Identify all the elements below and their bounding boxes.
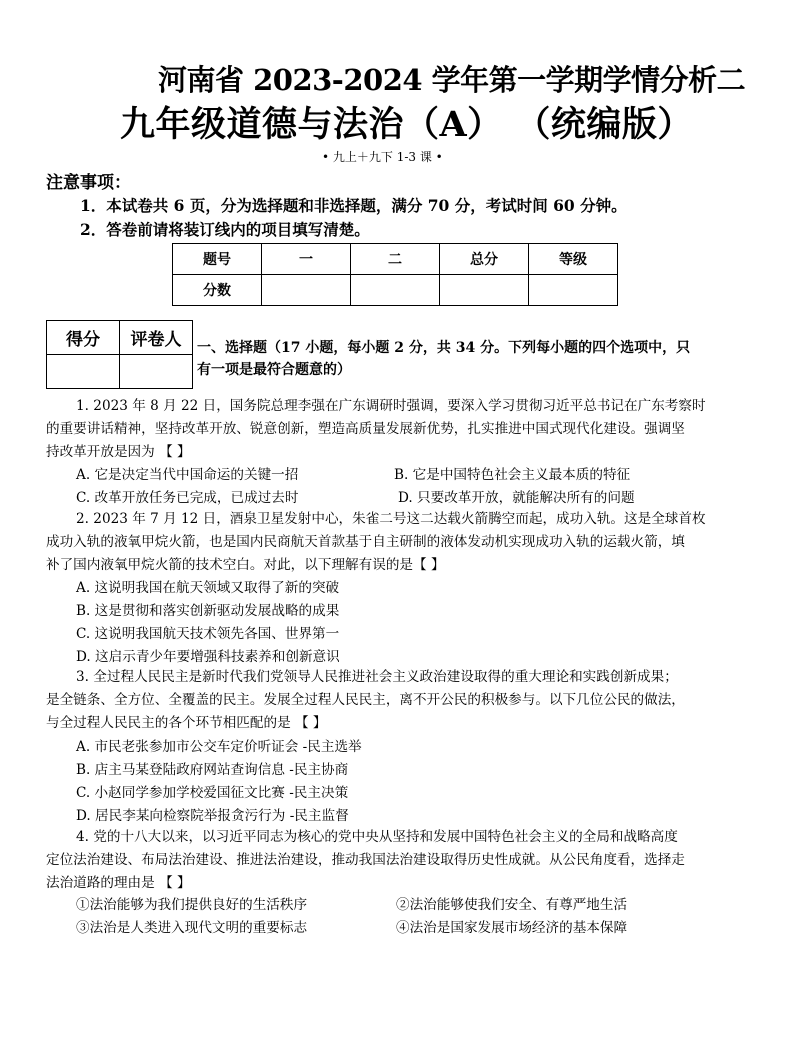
score-header-cell: 总分 [440,244,529,275]
question-2-option-a[interactable]: A. 这说明我国在航天领域又取得了新的突破 [76,580,340,596]
question-4-statement-4: ④法治是国家发展市场经济的基本保障 [396,920,628,936]
question-1-line-2: 的重要讲话精神，坚持改革开放、锐意创新，塑造高质量发展新优势，扎实推进中国式现代化建设。强调坚 [46,421,685,437]
score-cell[interactable] [440,275,529,306]
score-row-label: 分数 [173,275,262,306]
question-1-option-b[interactable]: B. 它是中国特色社会主义最本质的特征 [394,467,631,483]
question-3-line-1: 3. 全过程人民民主是新时代我们党领导人民推进社会主义政治建设取得的重大理论和实践创新成果； [76,669,678,685]
question-2-option-b[interactable]: B. 这是贯彻和落实创新驱动发展战略的成果 [76,603,340,619]
question-2-line-1: 2. 2023 年 7 月 12 日，酒泉卫星发射中心，朱雀二号这二达载火箭腾空而起，成功入轨。这是全球首枚 [76,511,706,527]
question-4-statement-3: ③法治是人类进入现代文明的重要标志 [76,920,308,936]
score-header-cell: 一 [262,244,351,275]
question-3-line-3: 与全过程人民民主的各个环节相匹配的是 【 】 [46,715,327,731]
question-4-line-1: 4. 党的十八大以来，以习近平同志为核心的党中央从坚持和发展中国特色社会主义的全局和战略高度 [76,829,678,845]
section-heading: 一、选择题（17 小题，每小题 2 分，共 34 分。下列每小题的四个选项中，只 [197,340,691,356]
score-header-cell: 题号 [173,244,262,275]
question-1-line-3: 持改革开放是因为 【 】 [46,444,191,460]
question-3-option-b[interactable]: B. 店主马某登陆政府网站查询信息 -民主协商 [76,762,349,778]
question-3-option-d[interactable]: D. 居民李某向检察院举报贪污行为 -民主监督 [76,808,349,824]
score-header-cell: 等级 [529,244,618,275]
score-table-value-row [173,275,618,306]
question-3-option-c[interactable]: C. 小赵同学参加学校爱国征文比赛 -民主决策 [76,785,349,801]
notice-item-1: 1．本试卷共 6 页，分为选择题和非选择题，满分 70 分，考试时间 60 分钟。 [80,196,627,215]
score-table [172,243,618,306]
question-2-option-d[interactable]: D. 这启示青少年要增强科技素养和创新意识 [76,649,340,665]
question-3-option-a[interactable]: A. 市民老张参加市公交车定价听证会 -民主选举 [76,739,362,755]
score-table-header-row [173,244,618,275]
question-2-option-c[interactable]: C. 这说明我国航天技术领先各国、世界第一 [76,626,340,642]
grader-value-row [47,355,193,389]
grader-header-row [47,321,193,355]
question-4-line-2: 定位法治建设、布局法治建设、推进法治建设，推动我国法治建设取得历史性成就。从公民角度看，选择走 [46,852,685,868]
question-1-line-1: 1. 2023 年 8 月 22 日，国务院总理李强在广东调研时强调，要深入学习贯彻习近平总书记在广东考察时 [76,398,706,414]
exam-title-line1: 河南省 2023-2024 学年第一学期学情分析二 [158,63,746,97]
question-4-line-3: 法治道路的理由是 【 】 [46,875,191,891]
exam-title-line2: 九年级道德与法治（A） （统编版） [120,104,693,145]
question-3-line-2: 是全链条、全方位、全覆盖的民主。发展全过程人民民主，离不开公民的积极参与。以下几位公民的做法， [46,692,685,708]
question-2-line-3: 补了国内液氧甲烷火箭的技术空白。对此，以下理解有误的是【 】 [46,557,445,573]
question-1-option-c[interactable]: C. 改革开放任务已完成，已成过去时 [76,490,299,506]
notice-item-2: 2．答卷前请将装订线内的项目填写清楚。 [80,220,370,239]
score-header-cell: 二 [351,244,440,275]
question-2-line-2: 成功入轨的液氧甲烷火箭，也是国内民商航天首款基于自主研制的液体发动机实现成功入轨的运载火箭，填 [46,534,685,550]
grader-score-label: 得分 [47,321,120,355]
section-heading-cont: 有一项是最符合题意的） [197,362,351,378]
score-cell[interactable] [529,275,618,306]
score-cell[interactable] [351,275,440,306]
grader-name-label: 评卷人 [120,321,193,355]
score-cell[interactable] [262,275,351,306]
grader-score-cell[interactable] [47,355,120,389]
grader-name-cell[interactable] [120,355,193,389]
question-1-option-d[interactable]: D. 只要改革开放，就能解决所有的问题 [398,490,635,506]
grader-table [46,320,193,389]
exam-scope-subtitle: • 九上＋九下 1-3 课 • [322,150,443,164]
question-4-statement-1: ①法治能够为我们提供良好的生活秩序 [76,897,308,913]
question-4-statement-2: ②法治能够使我们安全、有尊严地生活 [396,897,628,913]
notice-heading: 注意事项： [46,173,131,193]
question-1-option-a[interactable]: A. 它是决定当代中国命运的关键一招 [76,467,299,483]
